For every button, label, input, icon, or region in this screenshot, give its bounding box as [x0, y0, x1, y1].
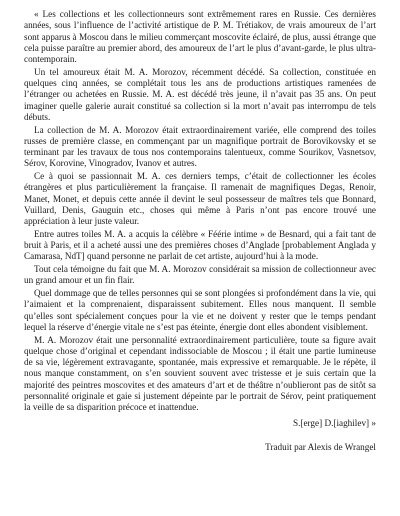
- paragraph-collector-mission: Tout cela témoigne du fait que M. A. Morozov considérait sa mission de collectionneur avec un grand amour et un fin flair.: [24, 264, 376, 286]
- translator-credit: Traduit par Alexis de Wrangel: [265, 441, 376, 452]
- paragraph-personality: M. A. Morozov était une personnalité extraordinairement particulière, toute sa figure avait quelque chose d’original et cependant indissociable de Moscou ; il était une partie lumineuse de sa vie, légèrement extravagante, spontanée, mais expressive et remarquable. Je le répète, il nous manque constamment, on s’en souvient souvent avec tristesse et je suis certain que la majorité des peintres moscovites et des amateurs d’art et de théâtre n’oublieront pas de sitôt sa personnalité originale et gaie si justement dépeinte par le portrait de Sérov, peint pratiquement la veille de sa disparition précoce et inattendue.: [24, 334, 376, 412]
- paragraph-morozov-collection: Un tel amoureux était M. A. Morozov, récemment décédé. Sa collection, constituée en quelques cinq années, se complétait tous les ans de productions artistiques ramenées de l’étranger ou achetées en Russie. M. A. est décédé très jeune, il n’avait pas 35 ans. On peut imaginer quelle galerie aurait constitué sa collection si la mort n’avait pas interrompu de tels débuts.: [24, 66, 376, 122]
- paragraph-russian-works: La collection de M. A. Morozov était extraordinairement variée, elle comprend des toiles russes de première classe, en commençant par un magnifique portrait de Borovikovsky et se terminant par les travaux de tous nos contemporains talentueux, comme Sourikov, Vasnetsov, Sérov, Korovine, Vinogradov, Ivanov et autres.: [24, 124, 376, 169]
- signature: S.[erge] D.[iaghilev] »: [292, 418, 376, 429]
- paragraph-lament: Quel dommage que de telles personnes qui se sont plongées si profondément dans la vie, qui l’aimaient et la comprenaient, disparaissent subitement. Elles nous manquent. Il semble qu’elles sont spécialement conçues pour la vie et ne doivent y rester que le temps pendant lequel la réserve d’énergie vitale ne s’est pas éteinte, énergie dont elles abondent visiblement.: [24, 288, 376, 332]
- paragraph-intro: « Les collections et les collectionneurs sont extrêmement rares en Russie. Ces dernières années, sous l’influence de l’activité artistique de P. M. Trétiakov, de vrais amoureux de l’art sont apparus à Moscou dans le milieu commerçant moscovite éclairé, de plus, aussi étrange que cela puisse paraître au premier abord, des amoureux de l’art le plus d’avant-garde, le plus ultra-contemporain.: [24, 9, 376, 64]
- paragraph-besnard-anglade: Entre autres toiles M. A. a acquis la célèbre « Féérie intime » de Besnard, qui a fait tant de bruit à Paris, et il a acheté aussi une des premières choses d’Anglade [probablement Anglada y Camarasa, NdT] quand personne ne parlait de cet artiste, aujourd’hui à la mode.: [24, 228, 376, 262]
- paragraph-foreign-schools: Ce à quoi se passionnait M. A. ces derniers temps, c’était de collectionner les écoles étrangères et plus particulièrement la française. Il ramenait de magnifiques Degas, Renoir, Manet, Monet, et depuis cette année il devint le seul possesseur de maîtres tels que Bonnard, Vuillard, Denis, Gauguin etc., choses qui même à Paris n’ont pas encore trouvé une appréciation à leur juste valeur.: [24, 171, 376, 226]
